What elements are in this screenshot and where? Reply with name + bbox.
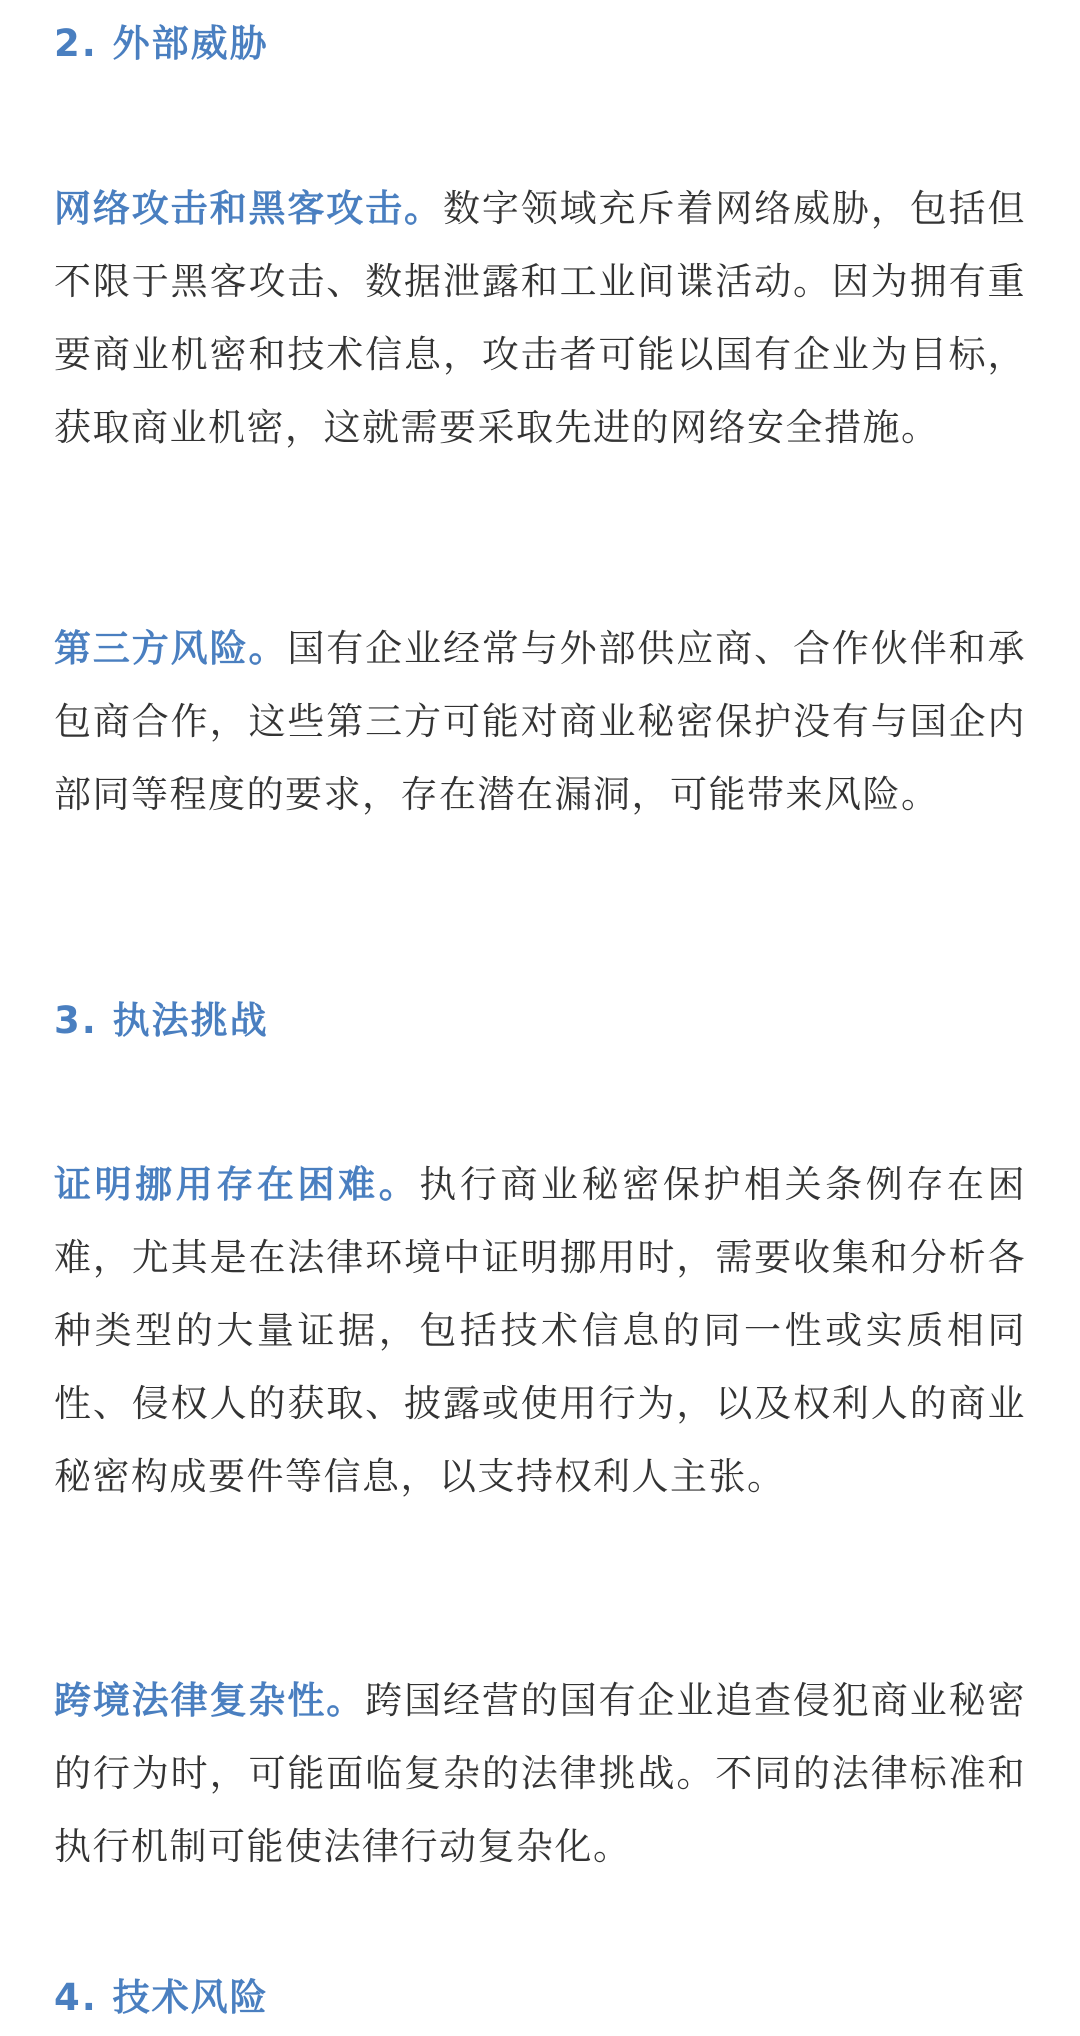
- paragraph-text: 国有企业经常与外部供应商、合作伙伴和承包商合作，这些第三方可能对商业秘密保护没有与国企内部同等程度的要求，存在潜在漏洞，可能带来风险。: [54, 627, 1026, 816]
- paragraph-lead: 第三方风险。: [54, 627, 288, 670]
- paragraph-text: 数字领域充斥着网络威胁，包括但不限于黑客攻击、数据泄露和工业间谍活动。因为拥有重要商业机密和技术信息，攻击者可能以国有企业为目标，获取商业机密，这就需要采取先进的网络安全措施。: [54, 187, 1027, 449]
- paragraph-text: 执行商业秘密保护相关条例存在困难，尤其是在法律环境中证明挪用时，需要收集和分析各种类型的大量证据，包括技术信息的同一性或实质相同性、侵权人的获取、披露或使用行为，以及权利人的商业秘密构成要件等信息，以支持权利人主张。: [54, 1163, 1027, 1498]
- paragraph-lead: 网络攻击和黑客攻击。: [54, 187, 443, 230]
- paragraph-cyber-attacks: [54, 172, 1026, 464]
- section-heading-technical-risks: 4. 技术风险: [54, 1976, 269, 2019]
- paragraph-text: 跨国经营的国有企业追查侵犯商业秘密的行为时，可能面临复杂的法律挑战。不同的法律标准和执行机制可能使法律行动复杂化。: [54, 1679, 1027, 1868]
- paragraph-lead: 跨境法律复杂性。: [54, 1679, 366, 1722]
- section-heading-external-threats: 2. 外部威胁: [54, 22, 269, 65]
- paragraph-third-party-risk: [54, 612, 1026, 831]
- paragraph-proving-misappropriation: [54, 1148, 1026, 1513]
- paragraph-cross-border-complexity: [54, 1664, 1026, 1883]
- paragraph-lead: 证明挪用存在困难。: [54, 1163, 420, 1206]
- section-heading-enforcement-challenges: 3. 执法挑战: [54, 999, 269, 1042]
